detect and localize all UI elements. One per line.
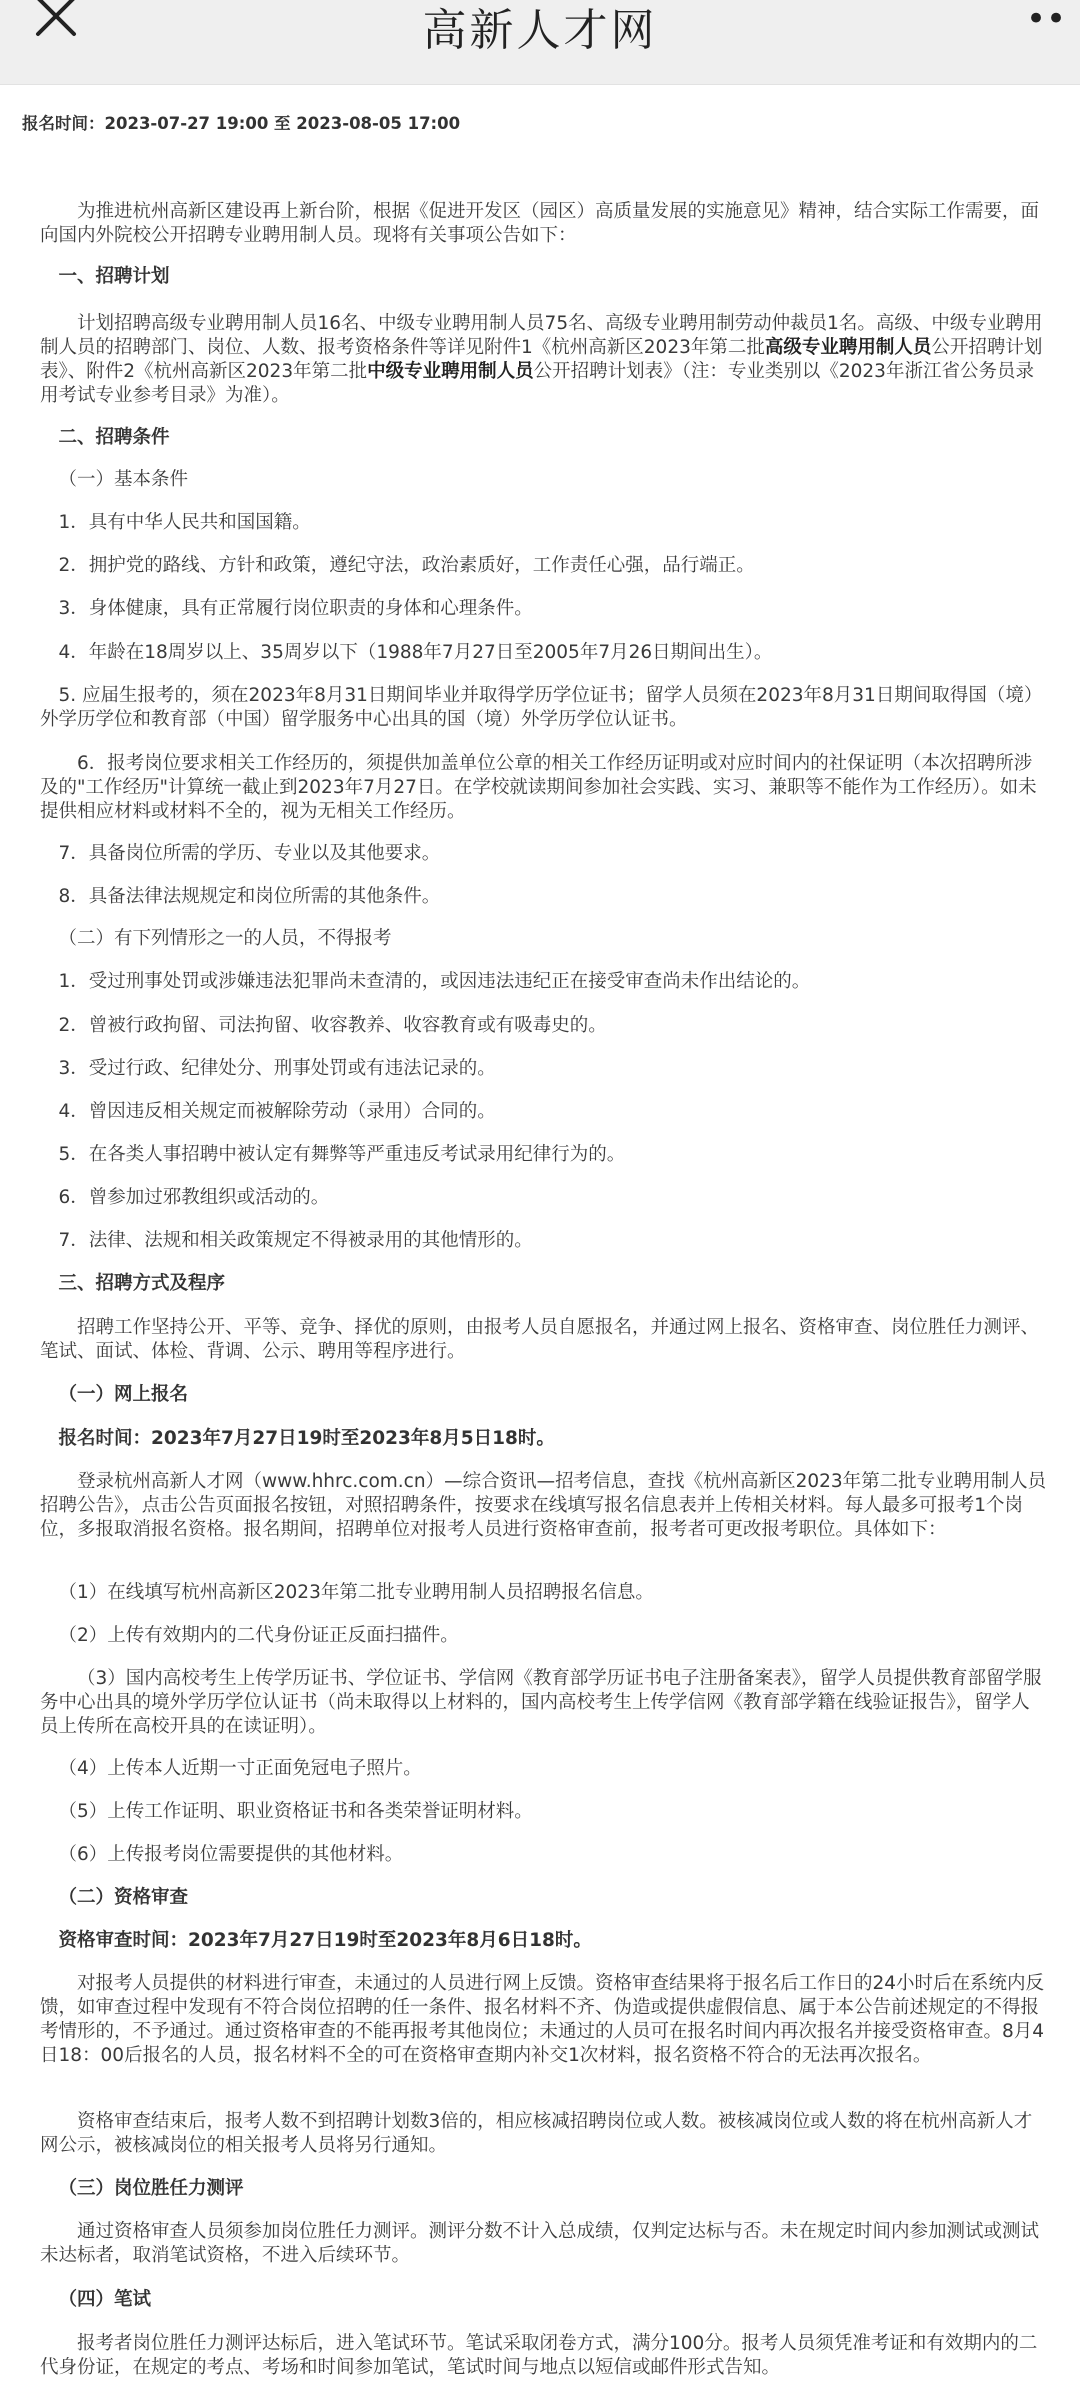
registration-time: 报名时间：2023-07-27 19:00 至 2023-08-05 17:00: [22, 114, 461, 133]
recruitment-plan-paragraph: 计划招聘高级专业聘用制人员16名、中级专业聘用制人员75名、高级专业聘用制劳动仲裁员1名。高级、中级专业聘用制人员的招聘部门、岗位、人数、报考资格条件等详见附件1《杭州高新区2023年第二批高级专业聘用制人员公开招聘计划表》、附件2《杭州高新区2023年第二批中级专业聘用制人员公开招聘计划表》（注：专业类别以《2023年浙江省公务员录用考试专业参考目录》为准）。: [40, 313, 1043, 406]
subsection-heading: （一）基本条件: [58, 469, 189, 490]
subsection-heading: （二）资格审查: [58, 1887, 189, 1908]
list-item: 6．曾参加过邪教组织或活动的。: [58, 1187, 330, 1208]
list-item: 3．身体健康，具有正常履行岗位职责的身体和心理条件。: [58, 598, 533, 619]
list-item: 2．拥护党的路线、方针和政策，遵纪守法，政治素质好，工作责任心强，品行端正。: [58, 555, 755, 576]
list-item: 8．具备法律法规规定和岗位所需的其他条件。: [58, 886, 441, 907]
list-item: （6）上传报考岗位需要提供的其他材料。: [58, 1844, 404, 1865]
list-item: 3．受过行政、纪律处分、刑事处罚或有违法记录的。: [58, 1058, 496, 1079]
online-registration-paragraph: 登录杭州高新人才网（www.hhrc.com.cn）—综合资讯—招考信息，查找《杭州高新区2023年第二批专业聘用制人员招聘公告》，点击公告页面报名按钮，对照招聘条件，按要求在线填写报名信息表并上传相关材料。每人最多可报考1个岗位，多报取消报名资格。报名期间，招聘单位对报考人员进行资格审查前，报考者可更改报考职位。具体如下：: [40, 1471, 1047, 1540]
procedure-intro-paragraph: 招聘工作坚持公开、平等、竞争、择优的原则，由报考人员自愿报名，并通过网上报名、资格审查、岗位胜任力测评、笔试、面试、体检、背调、公示、聘用等程序进行。: [40, 1317, 1040, 1362]
qualification-review-time: 资格审查时间：2023年7月27日19时至2023年8月6日18时。: [58, 1930, 592, 1951]
subsection-heading: （四）笔试: [58, 2289, 152, 2310]
list-item: （1）在线填写杭州高新区2023年第二批专业聘用制人员招聘报名信息。: [58, 1582, 654, 1603]
subsection-heading: （一）网上报名: [58, 1384, 189, 1405]
online-registration-time: 报名时间：2023年7月27日19时至2023年8月5日18时。: [58, 1428, 555, 1449]
section-heading: 三、招聘方式及程序: [58, 1273, 226, 1294]
list-item: 6．报考岗位要求相关工作经历的，须提供加盖单位公章的相关工作经历证明或对应时间内的社保证明（本次招聘所涉及的"工作经历"计算统一截止到2023年7月27日。在学校就读期间参加社会实践、实习、兼职等不能作为工作经历）。如未提供相应材料或材料不全的，视为无相关工作经历。: [40, 753, 1037, 822]
subsection-heading: （三）岗位胜任力测评: [58, 2178, 244, 2199]
subsection-heading: （二）有下列情形之一的人员，不得报考: [58, 928, 392, 949]
list-item: （3）国内高校考生上传学历证书、学位证书、学信网《教育部学历证书电子注册备案表》，留学人员提供教育部留学服务中心出具的境外学历学位认证书（尚未取得以上材料的，国内高校考生上传学信网《教育部学籍在线验证报告》，留学人员上传所在高校开具的在读证明）。: [40, 1668, 1042, 1737]
qualification-review-paragraph: 资格审查结束后，报考人数不到招聘计划数3倍的，相应核减招聘岗位或人数。被核减岗位或人数的将在杭州高新人才网公示，被核减岗位的相关报考人员将另行通知。: [40, 2111, 1033, 2156]
competency-test-paragraph: 通过资格审查人员须参加岗位胜任力测评。测评分数不计入总成绩，仅判定达标与否。未在规定时间内参加测试或测试未达标者，取消笔试资格，不进入后续环节。: [40, 2221, 1040, 2266]
list-item: （2）上传有效期内的二代身份证正反面扫描件。: [58, 1625, 459, 1646]
list-item: 1．具有中华人民共和国国籍。: [58, 512, 311, 533]
list-item: 2．曾被行政拘留、司法拘留、收容教养、收容教育或有吸毒史的。: [58, 1015, 607, 1036]
intro-paragraph: 为推进杭州高新区建设再上新台阶，根据《促进开发区（园区）高质量发展的实施意见》精神，结合实际工作需要，面向国内外院校公开招聘专业聘用制人员。现将有关事项公告如下：: [40, 201, 1040, 246]
list-item: 1．受过刑事处罚或涉嫌违法犯罪尚未查清的，或因违法违纪正在接受审查尚未作出结论的。: [58, 971, 811, 992]
section-heading: 一、招聘计划: [58, 266, 170, 287]
list-item: （5）上传工作证明、职业资格证书和各类荣誉证明材料。: [58, 1801, 533, 1822]
list-item: 5. 应届生报考的，须在2023年8月31日期间毕业并取得学历学位证书；留学人员须在2023年8月31日期间取得国（境）外学历学位和教育部（中国）留学服务中心出具的国（境）外学历学位认证书。: [40, 685, 1043, 730]
list-item: 4．曾因违反相关规定而被解除劳动（录用）合同的。: [58, 1101, 496, 1122]
list-item: 7．法律、法规和相关政策规定不得被录用的其他情形的。: [58, 1230, 533, 1251]
top-navigation-bar: [0, 0, 1080, 85]
more-menu-button[interactable]: [1026, 0, 1067, 39]
more-options-icon: ••: [1026, 0, 1067, 39]
list-item: 5．在各类人事招聘中被认定有舞弊等严重违反考试录用纪律行为的。: [58, 1144, 626, 1165]
list-item: （4）上传本人近期一寸正面免冠电子照片。: [58, 1758, 422, 1779]
qualification-review-paragraph: 对报考人员提供的材料进行审查，未通过的人员进行网上反馈。资格审查结果将于报名后工作日的24小时后在系统内反馈，如审查过程中发现有不符合岗位招聘的任一条件、报名材料不齐、伪造或提供虚假信息、属于本公告前述规定的不得报考情形的，不予通过。通过资格审查的不能再报考其他岗位；未通过的人员可在报名时间内再次报名并接受资格审查。8月4日18：00后报名的人员，报名材料不全的可在资格审查期内补交1次材料，报名资格不符合的无法再次报名。: [40, 1973, 1045, 2066]
written-exam-paragraph: 报考者岗位胜任力测评达标后，进入笔试环节。笔试采取闭卷方式，满分100分。报考人员须凭准考证和有效期内的二代身份证，在规定的考点、考场和时间参加笔试，笔试时间与地点以短信或邮件形式告知。: [40, 2333, 1038, 2378]
section-heading: 二、招聘条件: [58, 427, 170, 448]
list-item: 4．年龄在18周岁以上、35周岁以下（1988年7月27日至2005年7月26日期间出生）。: [58, 642, 773, 663]
page-title: 高新人才网: [422, 5, 658, 56]
list-item: 7．具备岗位所需的学历、专业以及其他要求。: [58, 843, 441, 864]
